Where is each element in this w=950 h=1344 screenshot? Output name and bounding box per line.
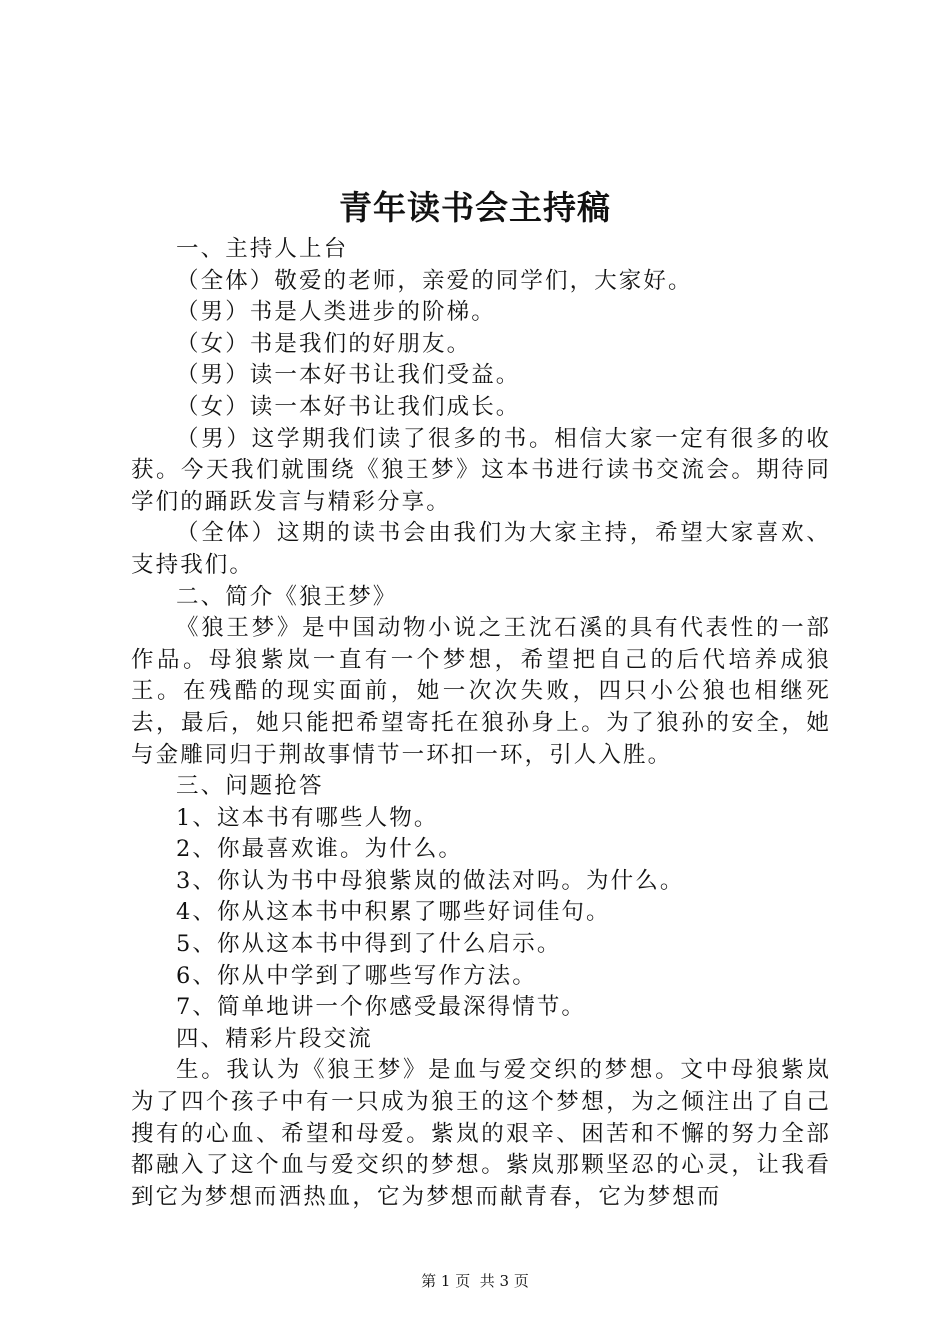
question-item: 3、你认为书中母狼紫岚的做法对吗。为什么。 — [176, 867, 685, 894]
document-title: 青年读书会主持稿 — [339, 188, 611, 227]
document-body — [131, 234, 831, 1213]
question-item: 6、你从中学到了哪些写作方法。 — [176, 962, 537, 989]
paragraph: （男）书是人类进步的阶梯。 — [176, 299, 496, 326]
section-heading: 二、简介《狼王梦》 — [176, 583, 398, 610]
paragraph: 《狼王梦》是中国动物小说之王沈石溪的具有代表性的一部作品。母狼紫岚一直有一个梦想，希望把自己的后代培养成狼王。在残酷的现实面前，她一次次失败，四只小公狼也相继死去，最后，她只能把希望寄托在狼孙身上。为了狼孙的安全，她与金雕同归于荆故事情节一环扣一环，引人入胜。 — [131, 615, 831, 768]
question-item: 5、你从这本书中得到了什么启示。 — [176, 931, 562, 958]
question-item: 7、简单地讲一个你感受最深得情节。 — [176, 994, 587, 1021]
paragraph: （男）读一本好书让我们受益。 — [176, 362, 521, 389]
question-item: 1、这本书有哪些人物。 — [176, 804, 439, 831]
section-heading: 三、问题抢答 — [176, 773, 324, 800]
question-item: 2、你最喜欢谁。为什么。 — [176, 836, 464, 863]
paragraph: 生。我认为《狼王梦》是血与爱交织的梦想。文中母狼紫岚为了四个孩子中有一只成为狼王的这个梦想，为之倾注出了自己搜有的心血、希望和母爱。紫岚的艰辛、困苦和不懈的努力全部都融入了这个血与爱交织的梦想。紫岚那颗坚忍的心灵，让我看到它为梦想而洒热血，它为梦想而献青春，它为梦想而 — [131, 1057, 831, 1210]
paragraph: （全体）这期的读书会由我们为大家主持，希望大家喜欢、支持我们。 — [131, 520, 831, 578]
paragraph: （全体）敬爱的老师，亲爱的同学们，大家好。 — [176, 267, 693, 294]
paragraph: （男）这学期我们读了很多的书。相信大家一定有很多的收获。今天我们就围绕《狼王梦》这本书进行读书交流会。期待同学们的踊跃发言与精彩分享。 — [131, 425, 831, 515]
paragraph: （女）读一本好书让我们成长。 — [176, 393, 521, 420]
page-footer — [0, 1271, 950, 1291]
question-item: 4、你从这本书中积累了哪些好词佳句。 — [176, 899, 611, 926]
section-heading: 四、精彩片段交流 — [176, 1025, 373, 1052]
paragraph: （女）书是我们的好朋友。 — [176, 330, 472, 357]
section-heading: 一、主持人上台 — [176, 236, 349, 262]
page-number-label: 第 1 页 共 3 页 — [421, 1272, 529, 1290]
